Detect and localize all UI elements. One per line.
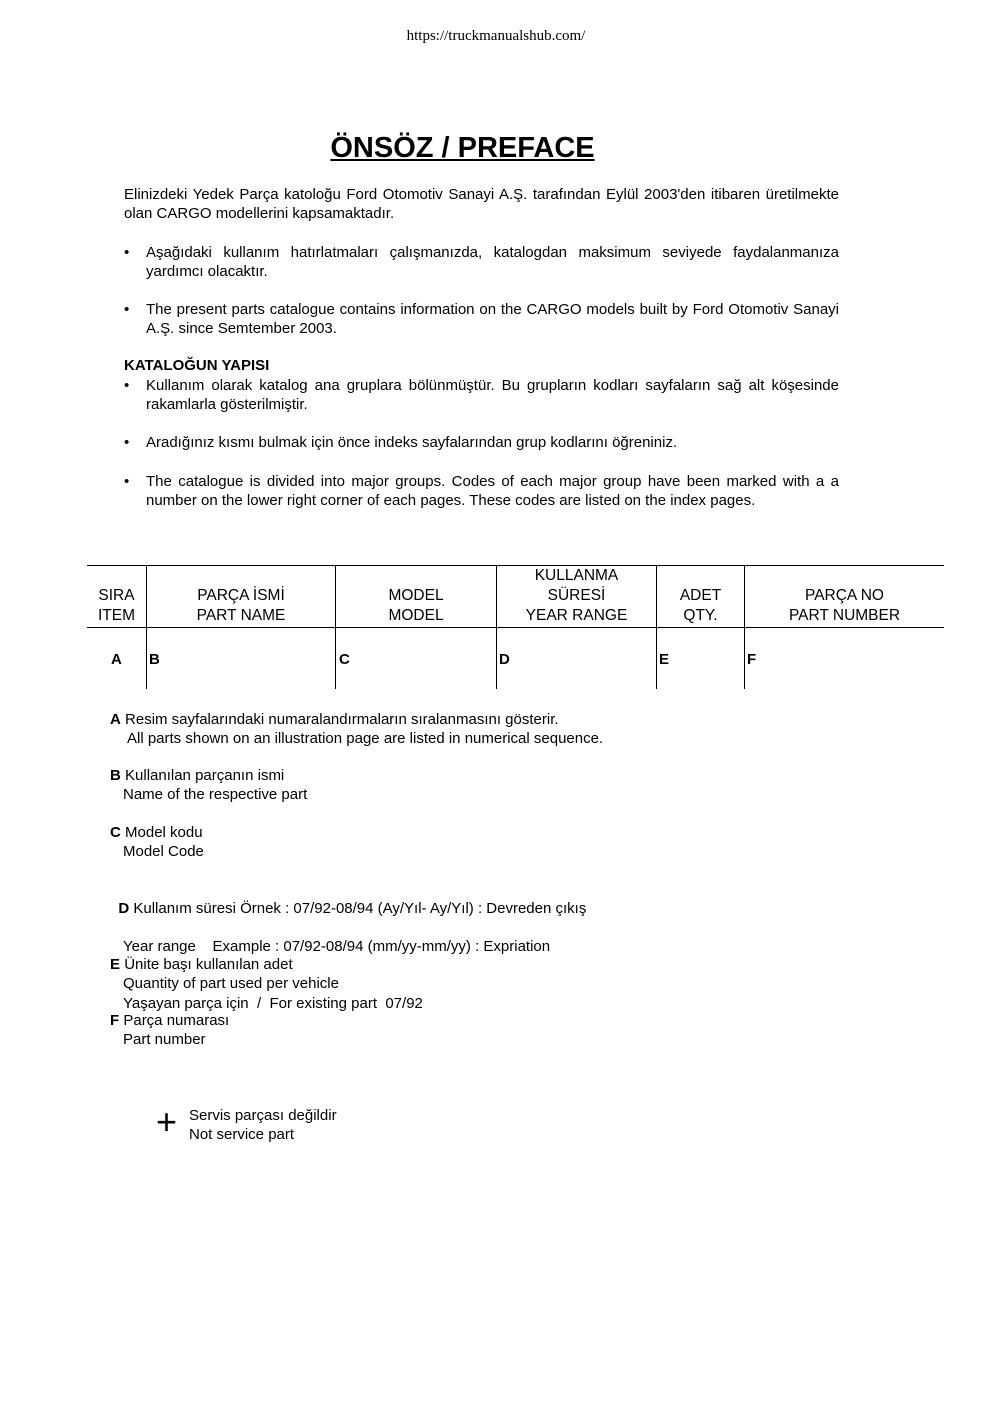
legend-key: D bbox=[118, 900, 130, 917]
section-heading: KATALOĞUN YAPISI bbox=[124, 357, 270, 374]
bullet-item bbox=[124, 433, 839, 452]
bullet-icon: • bbox=[124, 301, 130, 318]
legend-text-en: All parts shown on an illustration page are listed in numerical sequence. bbox=[127, 730, 604, 747]
legend-item-a bbox=[110, 710, 603, 748]
note-text-en: Not service part bbox=[189, 1126, 295, 1143]
column-header-part-name: PARÇA İSMİ PART NAME bbox=[196, 587, 286, 624]
bullet-text: Aşağıdaki kullanım hatırlatmaları çalışmanızda, katalogdan maksimum seviyede faydalanmanıza yardımcı olacaktır. bbox=[146, 244, 839, 280]
table-cell-key: C bbox=[339, 651, 350, 668]
bullet-item bbox=[124, 300, 839, 338]
bullet-icon: • bbox=[124, 377, 130, 394]
legend-item-f bbox=[110, 1011, 229, 1049]
legend-text: Ünite başı kullanılan adet bbox=[124, 956, 293, 973]
table-header-border bbox=[87, 627, 944, 628]
table-cell-key: E bbox=[659, 651, 670, 668]
bullet-icon: • bbox=[124, 473, 130, 490]
legend-item-b bbox=[110, 766, 307, 804]
not-service-part-note bbox=[189, 1106, 337, 1144]
intro-paragraph: Elinizdeki Yedek Parça katoloğu Ford Otomotiv Sanayi A.Ş. tarafından Eylül 2003'den itibaren üretilmekte olan CARGO modellerini kapsamaktadır. bbox=[124, 186, 839, 222]
legend-key: A bbox=[110, 711, 121, 728]
bullet-text: The present parts catalogue contains information on the CARGO models built by Ford Otomotiv Sanayi A.Ş. since Semtember 2003. bbox=[146, 301, 839, 337]
column-header-qty: ADET QTY. bbox=[679, 587, 722, 624]
column-header-item: SIRA ITEM bbox=[97, 587, 136, 624]
legend-text: Parça numarası bbox=[123, 1012, 230, 1029]
column-header-year-range: KULLANMA SÜRESİ YEAR RANGE bbox=[525, 567, 628, 624]
bullet-text: Aradığınız kısmı bulmak için önce indeks sayfalarından grup kodlarını öğreniniz. bbox=[146, 434, 678, 451]
bullet-icon: • bbox=[124, 434, 130, 451]
legend-text-en: Part number bbox=[123, 1031, 206, 1048]
bullet-text: Kullanım olarak katalog ana gruplara bölünmüştür. Bu grupların kodları sayfaların sağ alt köşesinde rakamlarla gösterilmiştir. bbox=[146, 377, 839, 413]
legend-text-extra: Yaşayan parça için / For existing part 07/92 bbox=[123, 995, 423, 1012]
page-title: ÖNSÖZ / PREFACE bbox=[330, 132, 595, 164]
legend-key: C bbox=[110, 824, 121, 841]
bullet-item bbox=[124, 243, 839, 281]
bullet-text: The catalogue is divided into major groups. Codes of each major group have been marked with a a number on the lower right corner of each pages. These codes are listed on the index pages. bbox=[146, 473, 839, 509]
legend-item-c bbox=[110, 823, 204, 861]
source-url[interactable]: https://truckmanualshub.com/ bbox=[406, 28, 586, 44]
legend-text: Resim sayfalarındaki numaralandırmaların sıralanmasını gösterir. bbox=[125, 711, 559, 728]
plus-icon: + bbox=[156, 1101, 178, 1142]
table-cell-key: B bbox=[149, 651, 160, 668]
legend-item-e bbox=[110, 955, 339, 993]
column-header-model: MODEL MODEL bbox=[388, 587, 444, 624]
bullet-item bbox=[124, 376, 839, 414]
table-cell-key: D bbox=[499, 651, 510, 668]
table-cell-key: A bbox=[111, 651, 122, 668]
table-cell-key: F bbox=[747, 651, 757, 668]
legend-key: E bbox=[110, 956, 121, 973]
legend-text-en: Quantity of part used per vehicle bbox=[123, 975, 339, 992]
legend-key: F bbox=[110, 1012, 120, 1029]
legend-text: Kullanım süresi Örnek : 07/92-08/94 (Ay/Yıl- Ay/Yıl) : Devreden çıkış bbox=[133, 900, 587, 917]
legend-text: Kullanılan parçanın ismi bbox=[125, 767, 285, 784]
column-header-part-number: PARÇA NO PART NUMBER bbox=[788, 587, 901, 624]
bullet-icon: • bbox=[124, 244, 130, 261]
legend-text-en: Year range Example : 07/92-08/94 (mm/yy-mm/yy) : Expriation bbox=[123, 938, 551, 955]
bullet-item bbox=[124, 472, 839, 510]
legend-key: B bbox=[110, 767, 121, 784]
legend-text-en: Model Code bbox=[123, 843, 204, 860]
legend-text: Model kodu bbox=[125, 824, 203, 841]
legend-text-en: Name of the respective part bbox=[123, 786, 308, 803]
note-text: Servis parçası değildir bbox=[189, 1107, 337, 1124]
